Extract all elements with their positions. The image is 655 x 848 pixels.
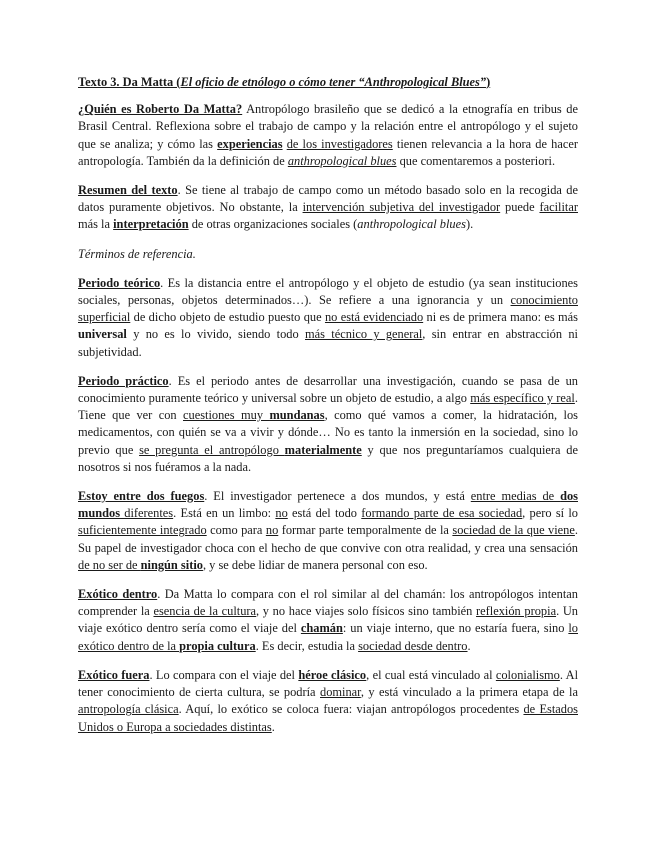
paragraph-heading: Estoy entre dos fuegos: [78, 489, 205, 504]
paragraph-heading: Exótico dentro: [78, 587, 158, 602]
paragraph-summary: Resumen del texto. Se tiene al trabajo de campo como un método basado solo en la recogida de datos puramente objetivos. No obstante, la intervención subjetiva del investigador puede facilitar más la interpretación de otras organizaciones sociales (anthropological blues).: [78, 183, 579, 232]
paragraph-exotic-inside: Exótico dentro. Da Matta lo compara con el rol similar al del chamán: los antropólogos intentan comprender la esencia de la cultura, y no hace viajes solo físicos sino también reflexión propia. Un viaje exótico dentro sería como el viaje del chamán: un viaje interno, que no estaría fuera, sino lo exótico dentro de la propia cultura. Es decir, estudia la sociedad desde dentro.: [78, 587, 578, 653]
paragraph-heading: Periodo práctico: [78, 373, 169, 388]
section-subheading: Términos de referencia.: [78, 246, 196, 261]
paragraph-practical-period: Periodo práctico. Es el periodo antes de desarrollar una investigación, cuando se pasa de un conocimiento puramente teórico y universal sobre un objeto de estudio, a algo más específico y real. Tiene que ver con cuestiones muy mundanas, como qué vamos a comer, la hidratación, los medicamentos, con quién se va a vivir y dónde… No es tanto la inmersión en la sociedad, sino lo previo que se pregunta el antropólogo materialmente y que nos preguntaríamos cualquiera de nosotros si nos fuéramos a la nada.: [78, 373, 579, 474]
paragraph-theoretical-period: Periodo teórico. Es la distancia entre el antropólogo y el objeto de estudio (ya sean instituciones sociales, personas, objetos determinados…). Se refiere a una ignorancia y un conocimiento superficial de dicho objeto de estudio puesto que no está evidenciado ni es de primera mano: es más universal y no es lo vivido, siendo todo más técnico y general, sin entrar en abstracción ni subjetividad.: [78, 275, 578, 359]
document-page: [78, 74, 578, 736]
paragraph-between-two-fires: Estoy entre dos fuegos. El investigador pertenece a dos mundos, y está entre medias de dos mundos diferentes. Está en un limbo: no está del todo formando parte de esa sociedad, pero sí lo suficientemente integrado como para no formar parte temporalmente de la sociedad de la que viene. Su papel de investigador choca con el hecho de que convive con otra realidad, y crea una sensación de no ser de ningún sitio, y se debe lidiar de manera personal con eso.: [78, 489, 578, 572]
paragraph-heading: Periodo teórico: [78, 275, 161, 290]
paragraph-exotic-outside: Exótico fuera. Lo compara con el viaje del héroe clásico, el cual está vinculado al colonialismo. Al tener conocimiento de cierta cultura, se podría dominar, y está vinculado a la primera etapa de la antropología clásica. Aquí, lo exótico se coloca fuera: viajan antropólogos procedentes de Estados Unidos o Europa a sociedades distintas.: [78, 667, 579, 734]
paragraph-heading: Exótico fuera: [78, 667, 150, 682]
paragraph-heading: ¿Quién es Roberto Da Matta?: [78, 102, 243, 117]
document-title: Texto 3. Da Matta (El oficio de etnólogo o cómo tener “Anthropological Blues”): [78, 75, 491, 89]
paragraph-heading: Resumen del texto: [78, 183, 178, 198]
paragraph-who-is-da-matta: ¿Quién es Roberto Da Matta? Antropólogo brasileño que se dedicó a la etnografía en tribus de Brasil Central. Reflexiona sobre el trabajo de campo y la relación entre el antropólogo y el sujeto que se analiza; y cómo las experiencias de los investigadores tienen relevancia a la hora de hacer antropología. También da la definición de anthropological blues que comentaremos a posteriori.: [78, 102, 578, 168]
